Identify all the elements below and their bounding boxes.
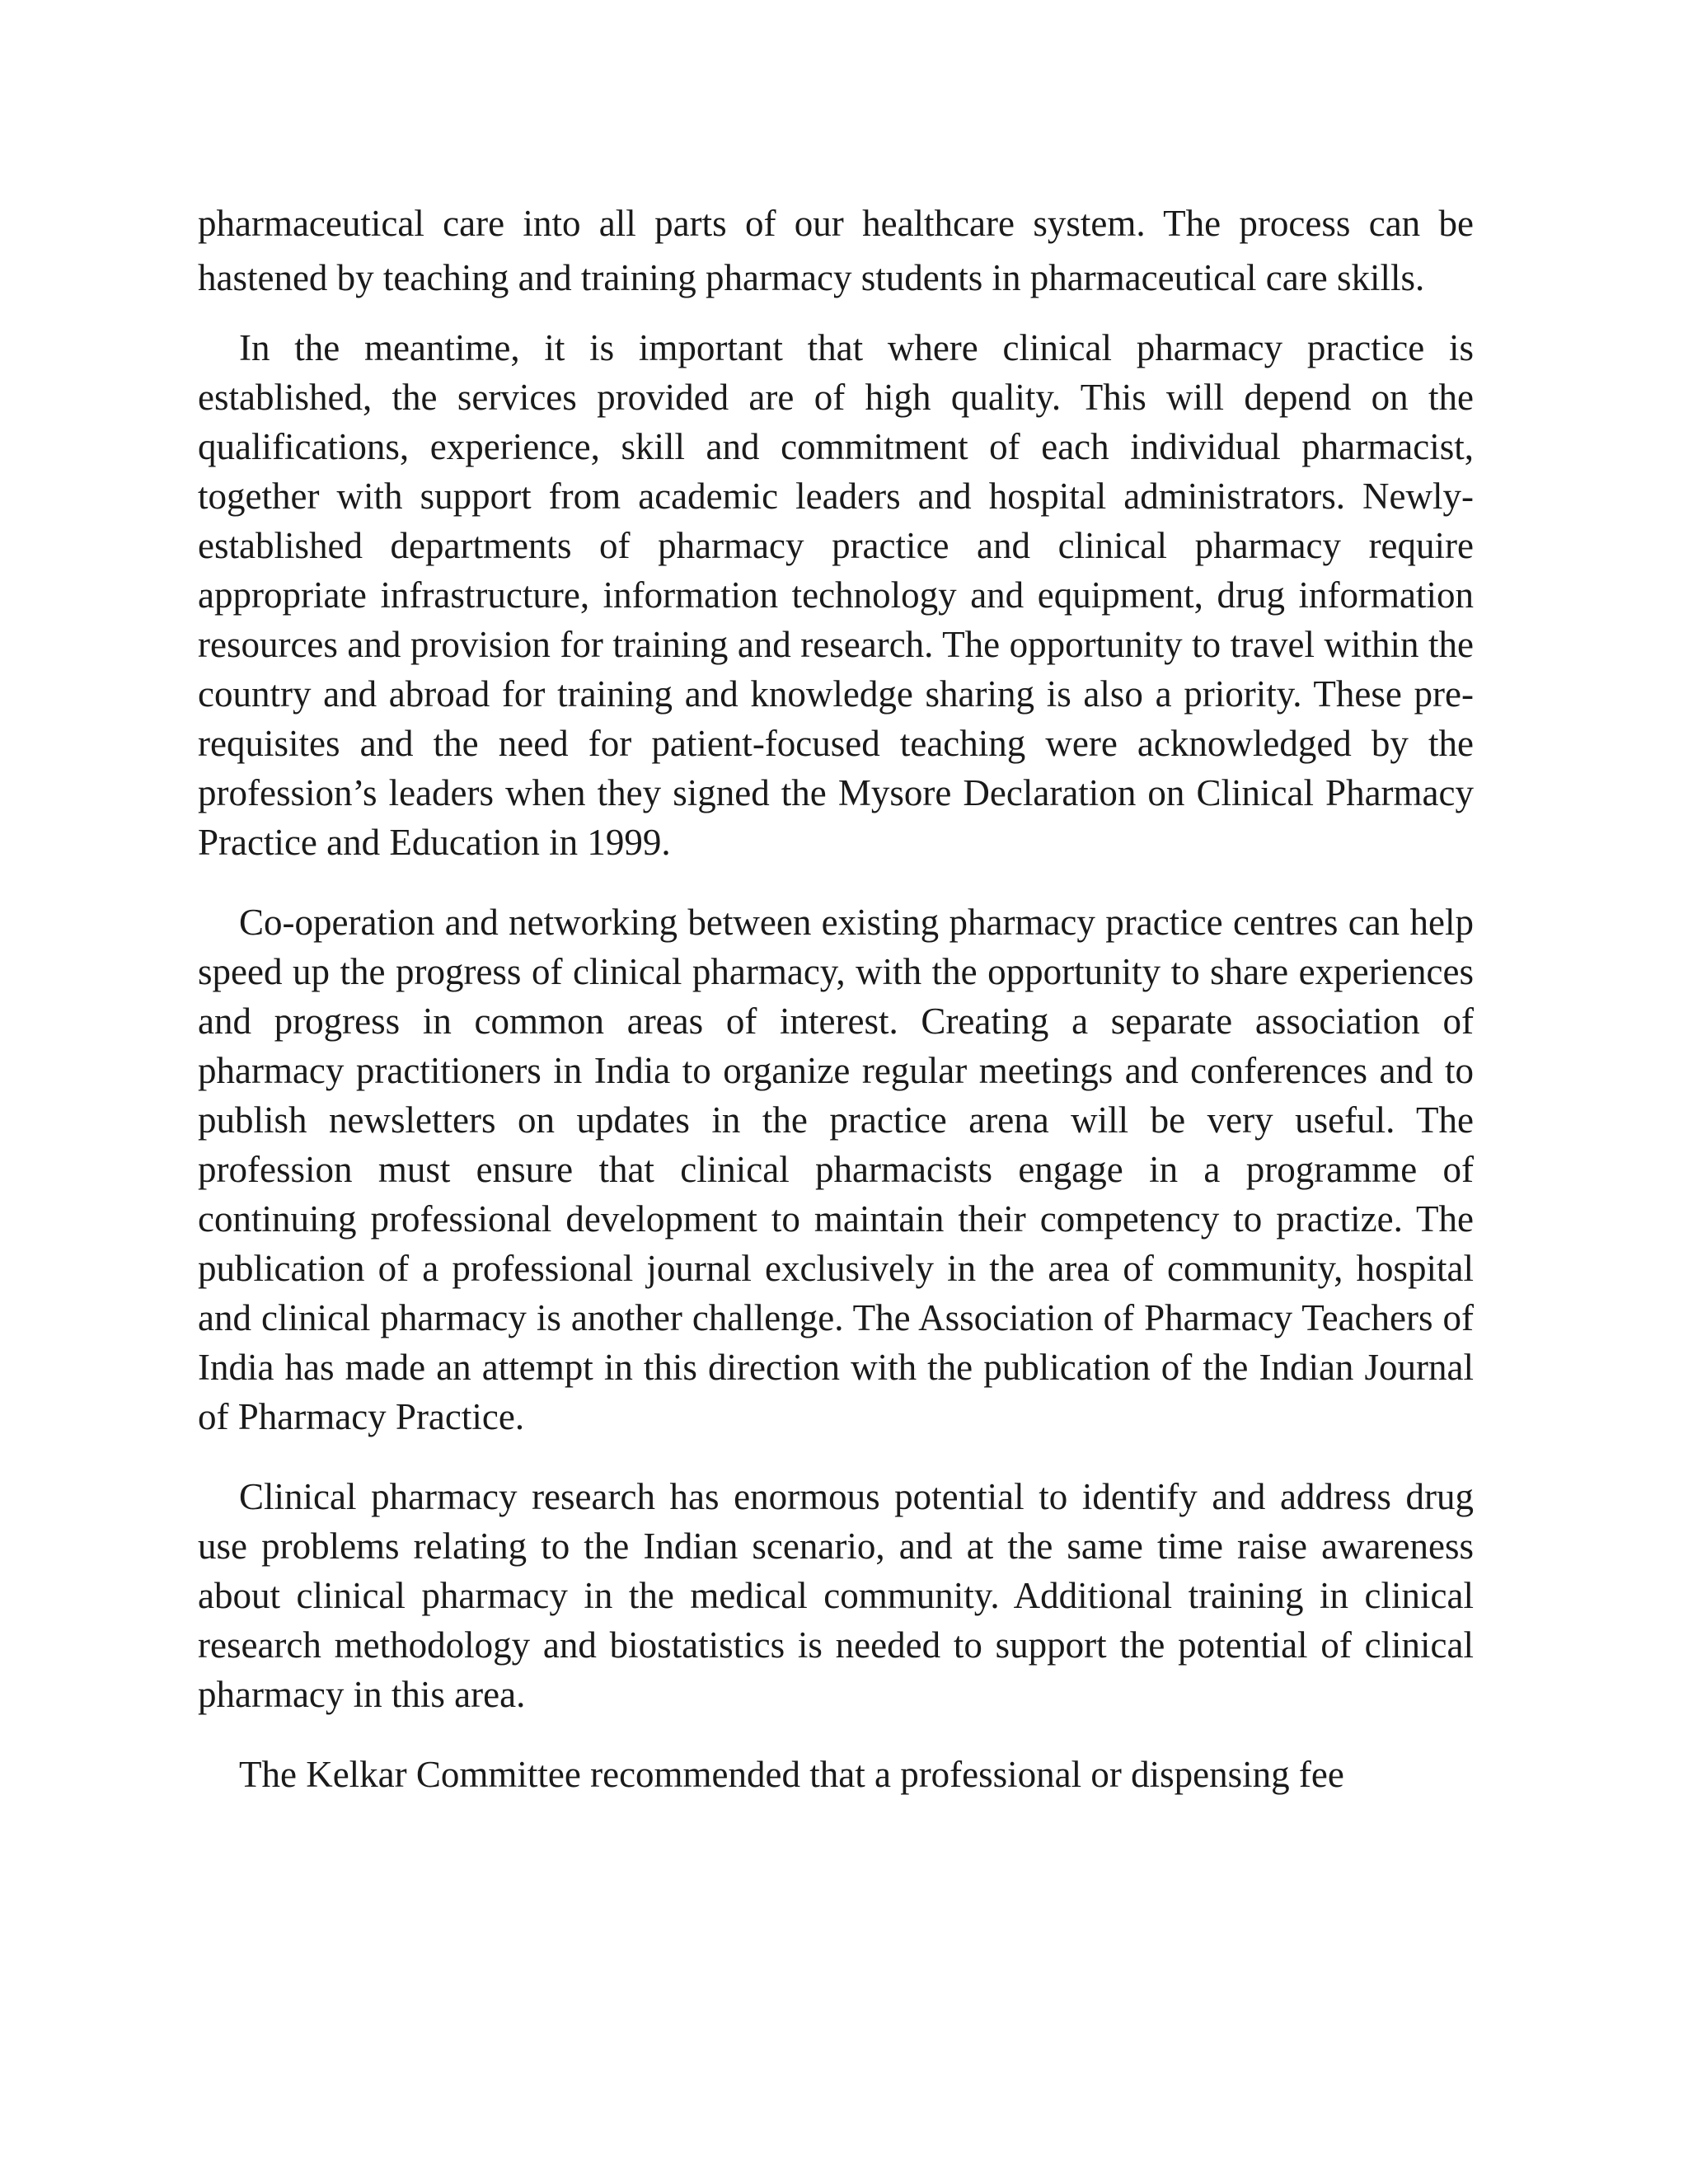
paragraph-1: pharmaceutical care into all parts of our healthcare system. The process can be hastened by teaching and training pharmacy students in pharmaceutical care skills.: [198, 203, 1474, 298]
paragraph-5: The Kelkar Committee recommended that a professional or dispensing fee: [239, 1754, 1344, 1795]
document-page: [198, 196, 1474, 1830]
paragraph-4: Clinical pharmacy research has enormous potential to identify and address drug use problems relating to the Indian scenario, and at the same time raise awareness about clinical pharmacy in the medical community. Additional training in clinical research methodology and biostatistics is needed to support the potential of clinical pharmacy in this area.: [198, 1476, 1474, 1715]
paragraph-3: Co-operation and networking between existing pharmacy practice centres can help speed up the progress of clinical pharmacy, with the opportunity to share experiences and progress in common areas of interest. Creating a separate association of pharmacy practitioners in India to organize regular meetings and conferences and to publish newsletters on updates in the practice arena will be very useful. The profession must ensure that clinical pharmacists engage in a programme of continuing professional development to maintain their competency to practize. The publication of a professional journal exclusively in the area of community, hospital and clinical pharmacy is another challenge. The Association of Pharmacy Teachers of India has made an attempt in this direction with the publication of the Indian Journal of Pharmacy Practice.: [198, 902, 1474, 1437]
paragraph-2: In the meantime, it is important that where clinical pharmacy practice is established, the services provided are of high quality. This will depend on the qualifications, experience, skill and commitment of each individual pharmacist, together with support from academic leaders and hospital administrators. Newly-established departments of pharmacy practice and clinical pharmacy require appropriate infrastructure, information technology and equipment, drug information resources and provision for training and research. The opportunity to travel within the country and abroad for training and knowledge sharing is also a priority. These pre-requisites and the need for patient-focused teaching were acknowledged by the profession’s leaders when they signed the Mysore Declaration on Clinical Pharmacy Practice and Education in 1999.: [198, 327, 1474, 863]
